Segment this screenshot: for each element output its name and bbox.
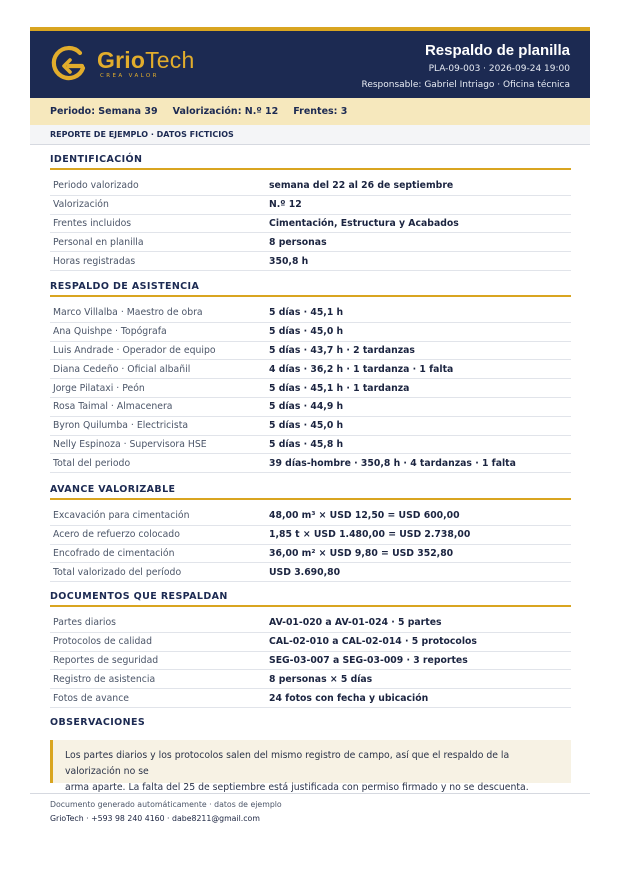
section-title: AVANCE VALORIZABLE: [50, 483, 571, 500]
table-row: [50, 342, 571, 361]
table-row: [50, 417, 571, 436]
section-title: IDENTIFICACIÓN: [50, 153, 571, 170]
row-value: CAL-02-010 a CAL-02-014 · 5 protocolos: [269, 636, 477, 648]
row-value: 5 días · 45,0 h: [269, 326, 344, 338]
table-row: [50, 360, 571, 379]
row-value: 36,00 m² × USD 9,80 = USD 352,80: [269, 547, 454, 559]
row-label: Diana Cedeño · Oficial albañil: [53, 363, 191, 375]
sample-notice: REPORTE DE EJEMPLO · DATOS FICTICIOS: [30, 125, 590, 145]
row-value: USD 3.690,80: [269, 566, 341, 578]
row-value: AV-01-020 a AV-01-024 · 5 partes: [269, 617, 442, 629]
row-label: Protocolos de calidad: [53, 636, 153, 648]
info-fronts: Frentes: 3: [293, 106, 348, 117]
section-observaciones: [50, 716, 571, 733]
table-row: [50, 689, 571, 708]
row-value: 4 días · 36,2 h · 1 tardanza · 1 falta: [269, 363, 454, 375]
row-value: 5 días · 45,0 h: [269, 420, 344, 432]
table-row: [50, 196, 571, 215]
document-title: Respaldo de planilla: [424, 42, 570, 59]
row-label: Reportes de seguridad: [53, 654, 159, 666]
table-row: [50, 233, 571, 252]
brand-name-bold: Grio: [97, 47, 146, 73]
footer-generated-note: Documento generado automáticamente · datos de ejemplo: [50, 800, 282, 809]
section-title: DOCUMENTOS QUE RESPALDAN: [50, 590, 571, 607]
row-label: Periodo valorizado: [53, 180, 139, 192]
table-row: [50, 398, 571, 417]
table-row: [50, 215, 571, 234]
row-label: Total del periodo: [53, 457, 131, 469]
row-value: 5 días · 45,1 h: [269, 307, 344, 319]
row-label: Jorge Pilataxi · Peón: [53, 382, 145, 394]
row-value: Cimentación, Estructura y Acabados: [269, 217, 459, 229]
table-row: [50, 323, 571, 342]
table-row: [50, 545, 571, 564]
table-row: [50, 379, 571, 398]
table-row: [50, 652, 571, 671]
info-period: Periodo: Semana 39: [50, 106, 158, 117]
brand-tagline: CREA VALOR: [100, 73, 159, 79]
table-row: [50, 252, 571, 271]
footer-divider: [30, 793, 590, 794]
row-value: 39 días-hombre · 350,8 h · 4 tardanzas · 1 falta: [269, 457, 516, 469]
row-label: Frentes incluidos: [53, 217, 132, 229]
row-label: Acero de refuerzo colocado: [53, 529, 180, 541]
table-row: [50, 526, 571, 545]
row-value: SEG-03-007 a SEG-03-009 · 3 reportes: [269, 654, 468, 666]
observations-note: [50, 740, 571, 793]
document-header: [30, 31, 590, 98]
row-value: 5 días · 45,8 h: [269, 438, 344, 450]
row-label: Horas registradas: [53, 255, 136, 267]
row-label: Luis Andrade · Operador de equipo: [53, 344, 216, 356]
row-label: Marco Villalba · Maestro de obra: [53, 307, 203, 319]
document-code: PLA-09-003 · 2026-09-24 19:00: [428, 64, 570, 74]
table-row: [50, 507, 571, 526]
brand-name-light: Tech: [145, 47, 195, 73]
row-value: 1,85 t × USD 1.480,00 = USD 2.738,00: [269, 529, 471, 541]
table-row: [50, 633, 571, 652]
row-value: 5 días · 45,1 h · 1 tardanza: [269, 382, 410, 394]
row-label: Encofrado de cimentación: [53, 547, 175, 559]
section-identificacion: [50, 153, 571, 271]
row-value: 24 fotos con fecha y ubicación: [269, 692, 429, 704]
brand-name: [97, 47, 194, 74]
row-value: 350,8 h: [269, 255, 309, 267]
table-row: [50, 304, 571, 323]
row-value: 8 personas × 5 días: [269, 673, 373, 685]
row-label: Registro de asistencia: [53, 673, 156, 685]
row-label: Excavación para cimentación: [53, 510, 190, 522]
row-value: N.º 12: [269, 199, 302, 211]
table-row: [50, 614, 571, 633]
section-avance: [50, 483, 571, 582]
info-valuation: Valorización: N.º 12: [172, 106, 279, 117]
row-label: Valorización: [53, 199, 109, 211]
row-value: 48,00 m³ × USD 12,50 = USD 600,00: [269, 510, 460, 522]
row-label: Personal en planilla: [53, 236, 144, 248]
row-value: semana del 22 al 26 de septiembre: [269, 180, 454, 192]
row-label: Byron Quilumba · Electricista: [53, 420, 189, 432]
row-label: Ana Quishpe · Topógrafa: [53, 326, 167, 338]
section-title: OBSERVACIONES: [50, 717, 146, 728]
row-label: Fotos de avance: [53, 692, 130, 704]
table-row: [50, 177, 571, 196]
info-bar: [30, 98, 590, 125]
row-value: 5 días · 43,7 h · 2 tardanzas: [269, 344, 415, 356]
row-value: 8 personas: [269, 236, 327, 248]
section-title: RESPALDO DE ASISTENCIA: [50, 280, 571, 297]
footer-contact: GrioTech · +593 98 240 4160 · dabe8211@gmail.com: [50, 814, 260, 823]
header-details: [361, 41, 570, 93]
observations-line: arma aparte. La falta del 25 de septiembre está justificada con permiso firmado y no se descuenta.: [65, 782, 529, 793]
table-row-total: [50, 454, 571, 473]
row-label: Rosa Taimal · Almacenera: [53, 401, 173, 413]
row-label: Total valorizado del período: [53, 566, 182, 578]
row-label: Partes diarios: [53, 617, 116, 629]
table-row: [50, 436, 571, 455]
table-row: [50, 670, 571, 689]
row-label: Nelly Espinoza · Supervisora HSE: [53, 438, 207, 450]
g-arrow-logo-icon: [49, 44, 89, 88]
observations-line: Los partes diarios y los protocolos salen del mismo registro de campo, así que el respaldo de la valorización no se: [65, 750, 510, 777]
section-asistencia: [50, 280, 571, 473]
document-responsible: Responsable: Gabriel Intriago · Oficina técnica: [361, 80, 570, 90]
row-value: 5 días · 44,9 h: [269, 401, 344, 413]
table-row-total: [50, 563, 571, 582]
section-documentos: [50, 590, 571, 708]
